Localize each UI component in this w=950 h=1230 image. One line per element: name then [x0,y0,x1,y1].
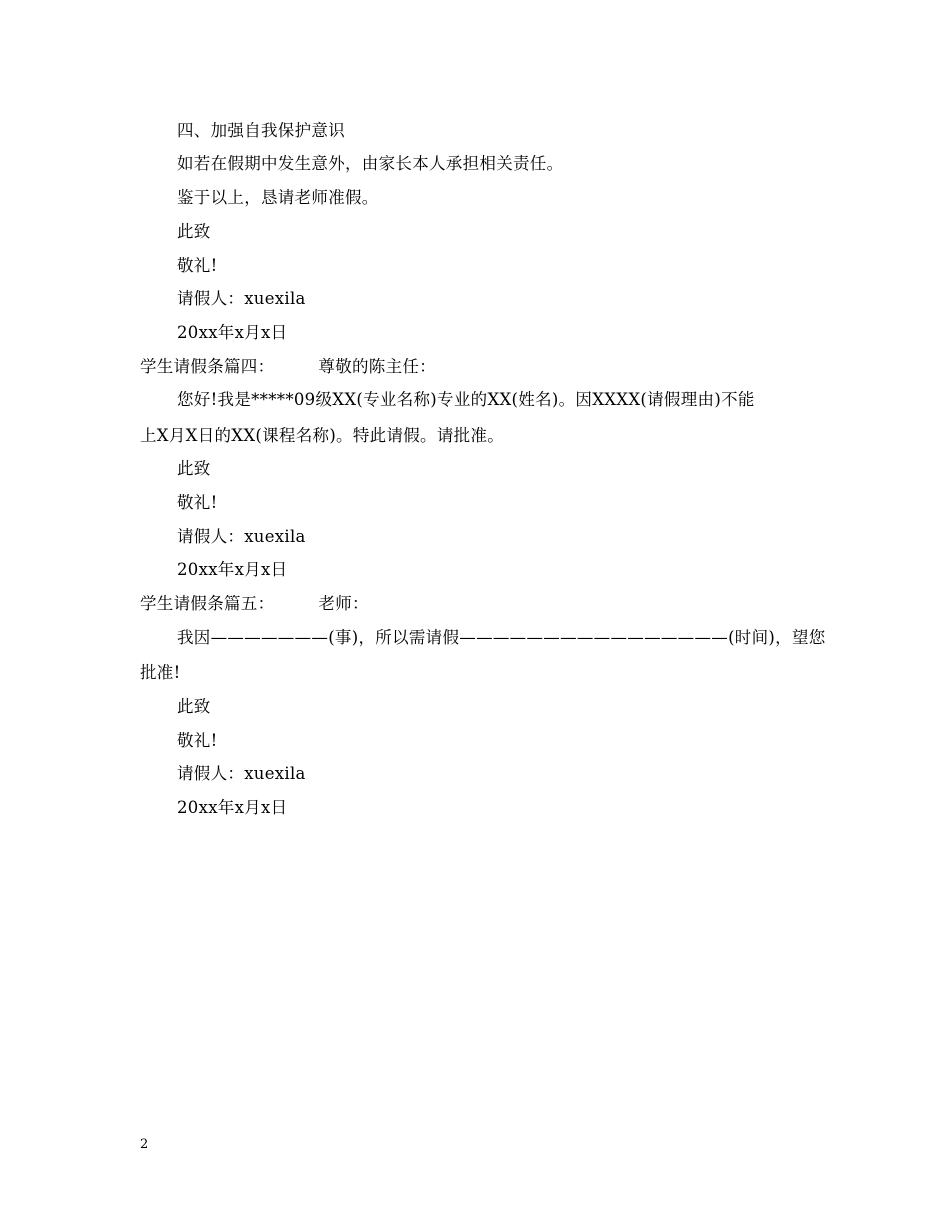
salutation: 尊敬的陈主任： [318,357,437,376]
signer-line: 请假人：xuexila [177,764,306,783]
date-line: 20xx年x月x日 [177,560,288,579]
signer-line: 请假人：xuexila [177,527,306,546]
closing-line-2: 敬礼! [177,493,218,512]
section-title: 学生请假条篇四： [140,357,275,376]
request-text: 鉴于以上，恳请老师准假。 [177,188,379,207]
body-line: 上X月X日的XX(课程名称)。特此请假。请批准。 [140,426,505,445]
point4-body: 如若在假期中发生意外，由家长本人承担相关责任。 [177,154,564,173]
date-line: 20xx年x月x日 [177,798,288,817]
closing-line-1: 此致 [177,459,211,478]
date-line: 20xx年x月x日 [177,323,288,342]
body-line: 批准! [140,663,181,682]
body-line: 我因———————(事)，所以需请假————————————————(时间)，望您 [177,628,826,647]
body-line: 您好!我是*****09级XX(专业名称)专业的XX(姓名)。因XXXX(请假理由)不能 [177,390,755,409]
page-number: 2 [140,1137,149,1152]
section-heading-part4 [140,356,436,378]
closing-line-1: 此致 [177,697,211,716]
signer-line: 请假人：xuexila [177,289,306,308]
closing-line-1: 此致 [177,222,211,241]
section-title: 学生请假条篇五： [140,594,275,613]
closing-line-2: 敬礼! [177,256,218,275]
salutation: 老师： [318,594,369,613]
section-heading-part5 [140,593,369,615]
point4-heading: 四、加强自我保护意识 [177,121,345,140]
closing-line-2: 敬礼! [177,731,218,750]
